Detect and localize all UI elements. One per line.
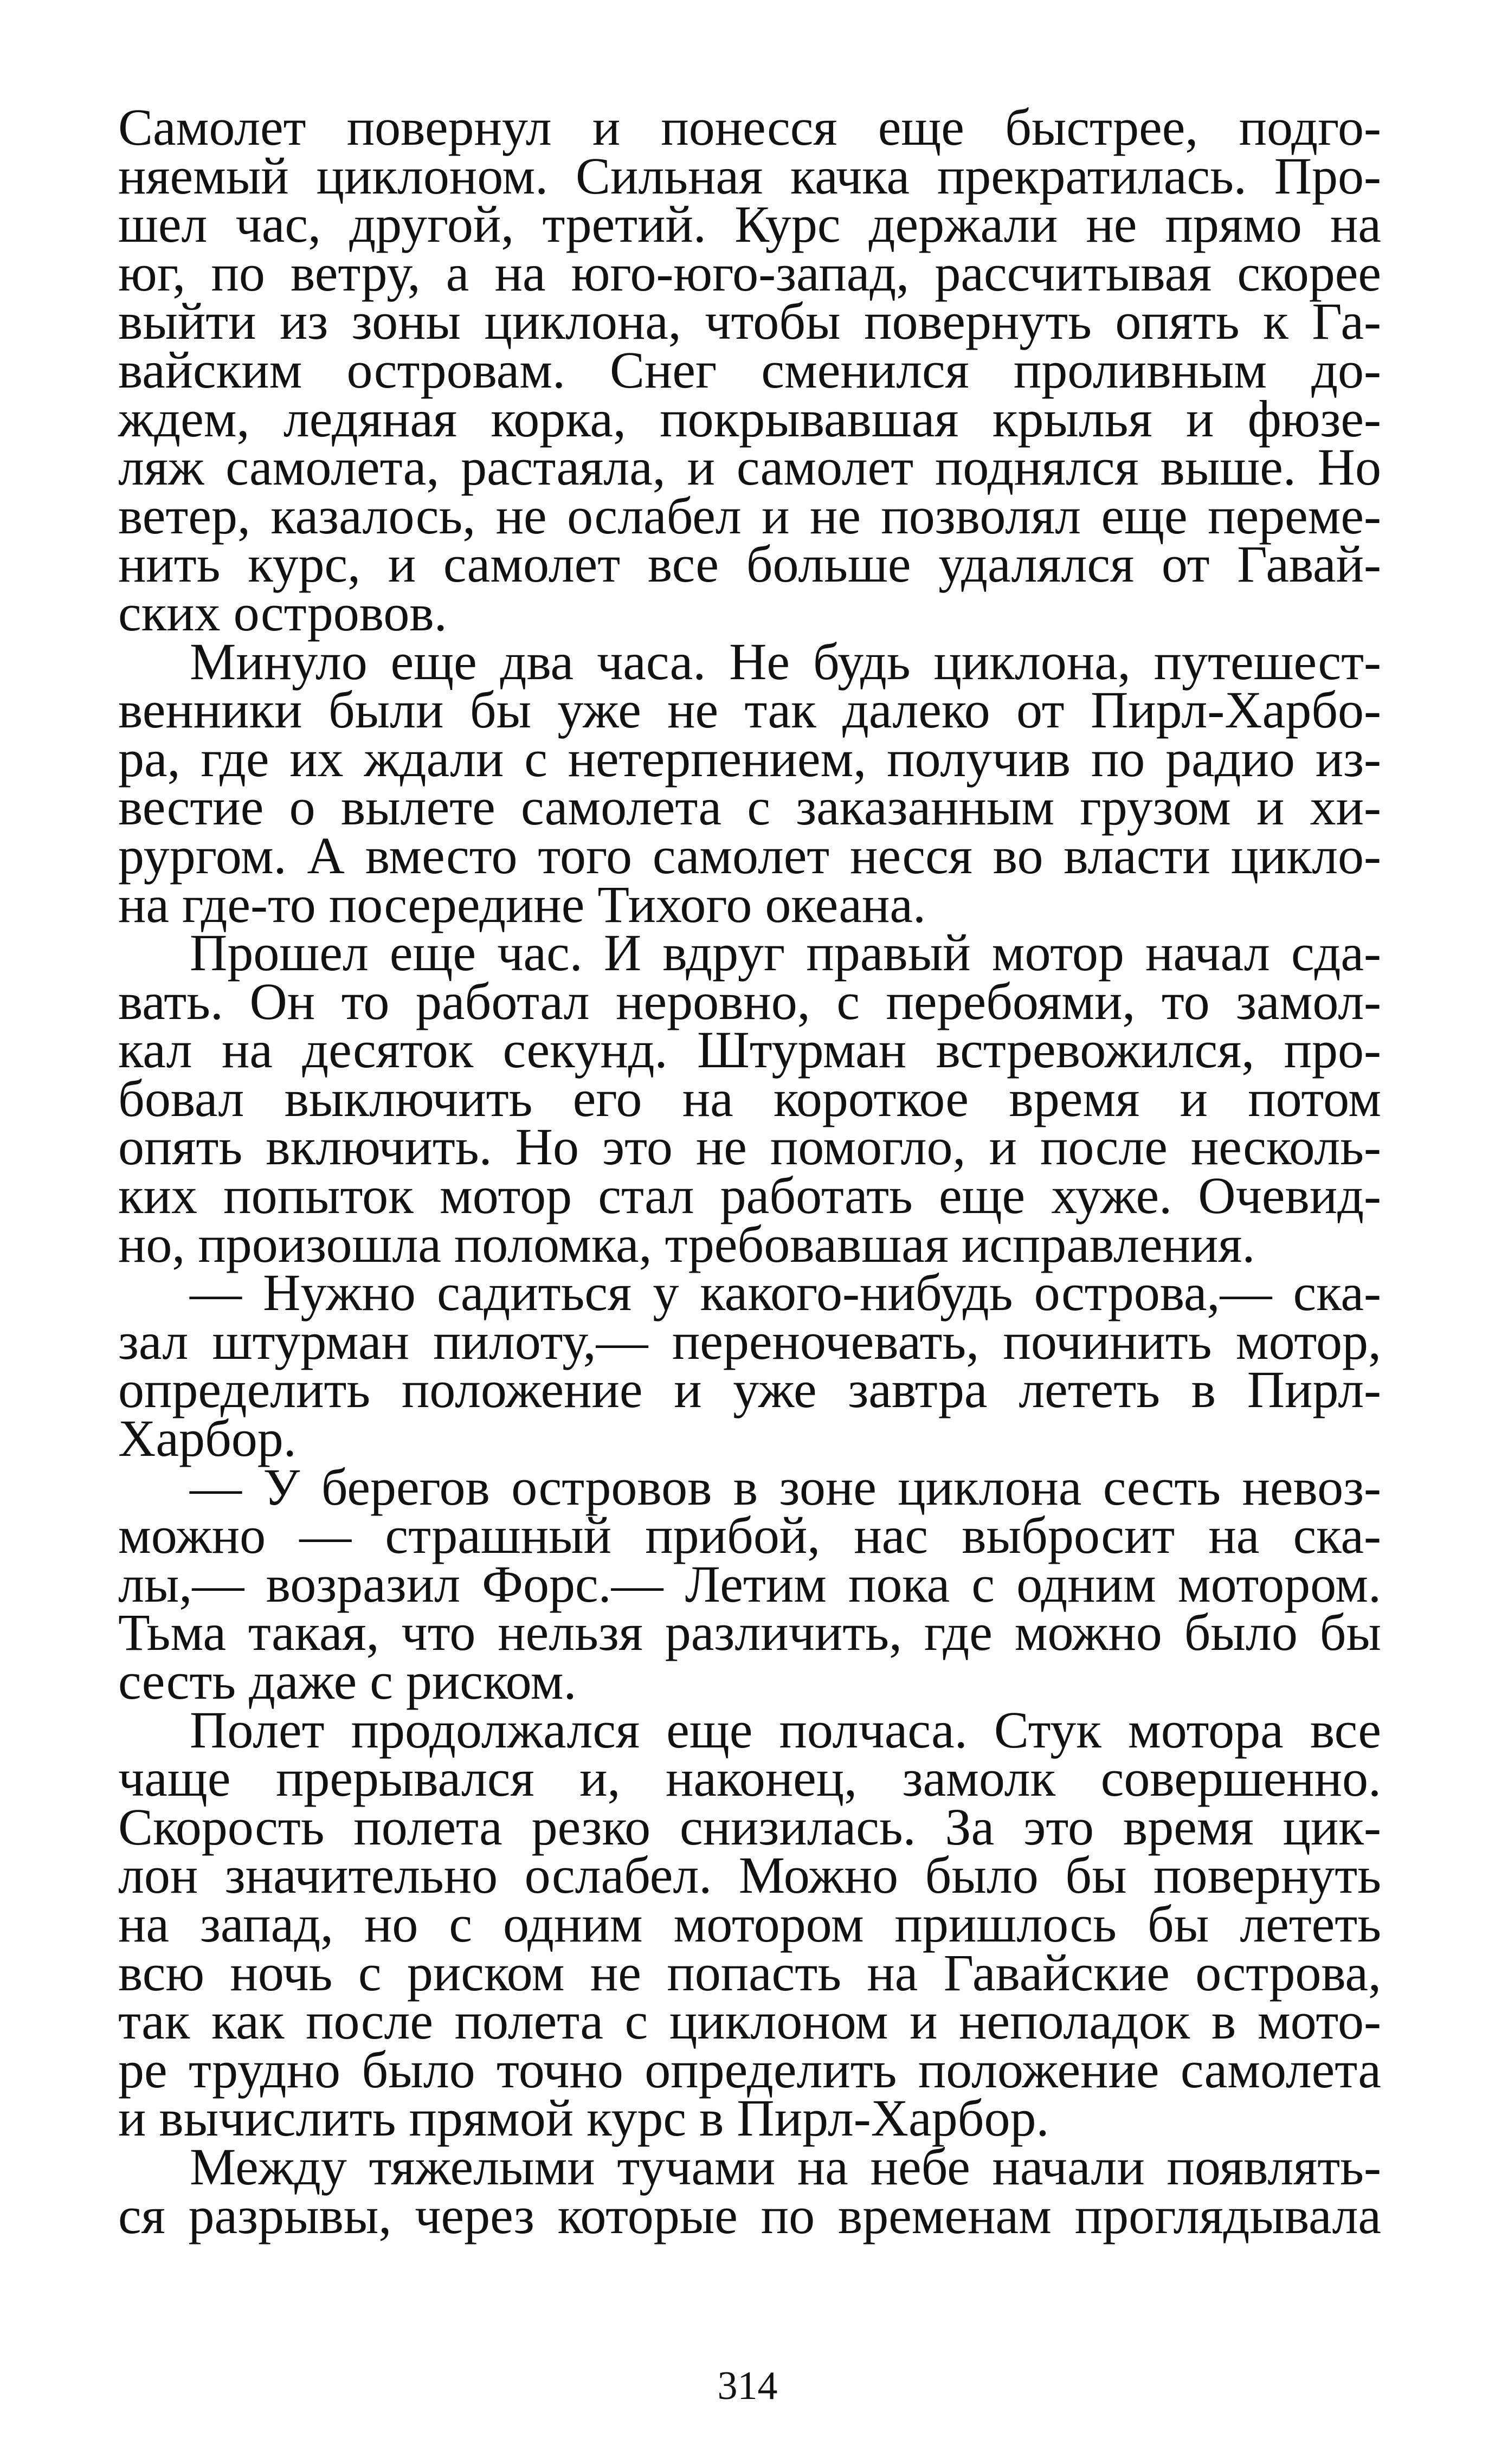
text-line: ветер, казалось, не ослабел и не позволял еще переме-: [118, 486, 1381, 545]
text-line: и вычислить прямой курс в Пирл-Харбор.: [118, 2089, 1049, 2147]
text-line: зал штурман пилоту,— переночевать, починить мотор,: [118, 1312, 1381, 1370]
text-line: вать. Он то работал неровно, с перебоями, то замол-: [118, 972, 1381, 1030]
text-line: Прошел еще час. И вдруг правый мотор начал сда-: [190, 924, 1381, 982]
text-line: чаще прерывался и, наконец, замолк совершенно.: [118, 1749, 1381, 1808]
text-line: вестие о вылете самолета с заказанным грузом и хи-: [118, 778, 1381, 836]
text-line: можно — страшный прибой, нас выбросит на ска-: [118, 1506, 1381, 1565]
text-line: сесть даже с риском.: [118, 1652, 577, 1710]
text-line: ждем, ледяная корка, покрывавшая крылья и фюзе-: [118, 389, 1381, 448]
text-line: няемый циклоном. Сильная качка прекратилась. Про-: [118, 146, 1381, 205]
text-line: Скорость полета резко снизилась. За это время цик-: [118, 1797, 1381, 1856]
text-line: ляж самолета, растаяла, и самолет поднялся выше. Но: [118, 438, 1381, 496]
text-line: лы,— возразил Форс.— Летим пока с одним мотором.: [118, 1554, 1381, 1613]
text-line: Полет продолжался еще полчаса. Стук мотора все: [190, 1700, 1381, 1759]
text-line: лон значительно ослабел. Можно было бы повернуть: [118, 1846, 1381, 1905]
text-line: — У берегов островов в зоне циклона сесть невоз-: [190, 1457, 1381, 1516]
text-line: юг, по ветру, а на юго-юго-запад, рассчитывая скорее: [118, 243, 1381, 302]
text-line: вайским островам. Снег сменился проливным до-: [118, 340, 1381, 399]
text-line: на где-то посередине Тихого океана.: [118, 875, 926, 933]
text-line: ских островов.: [118, 583, 447, 642]
text-line: Минуло еще два часа. Не будь циклона, путешест-: [190, 632, 1381, 691]
text-line: определить положение и уже завтра лететь в Пирл-: [118, 1360, 1381, 1419]
text-line: ких попыток мотор стал работать еще хуже. Очевид-: [118, 1166, 1381, 1225]
text-line: опять включить. Но это не помогло, и после несколь-: [118, 1118, 1381, 1176]
text-line: — Нужно садиться у какого-нибудь острова,— ска-: [190, 1263, 1381, 1322]
text-line: Между тяжелыми тучами на небе начали появлять-: [190, 2137, 1381, 2196]
text-line: на запад, но с одним мотором пришлось бы лететь: [118, 1894, 1381, 1953]
text-line: но, произошла поломка, требовавшая исправления.: [118, 1215, 1255, 1273]
text-line: выйти из зоны циклона, чтобы повернуть опять к Га-: [118, 292, 1381, 351]
text-line: нить курс, и самолет все больше удалялся от Гавай-: [118, 535, 1381, 594]
text-line: Тьма такая, что нельзя различить, где можно было бы: [118, 1603, 1381, 1662]
text-line: ся разрывы, через которые по временам проглядывала: [118, 2186, 1381, 2244]
text-line: шел час, другой, третий. Курс держали не прямо на: [118, 195, 1381, 254]
text-line: ра, где их ждали с нетерпением, получив по радио из-: [118, 729, 1381, 788]
text-line: всю ночь с риском не попасть на Гавайские острова,: [118, 1943, 1381, 2002]
text-line: венники были бы уже не так далеко от Пирл-Харбо-: [118, 681, 1381, 739]
text-line: рургом. А вместо того самолет несся во власти цикло-: [118, 826, 1381, 885]
body-text: [118, 98, 1381, 2244]
text-line: бовал выключить его на короткое время и потом: [118, 1069, 1381, 1127]
text-line: Самолет повернул и понесся еще быстрее, подго-: [118, 98, 1381, 156]
text-line: Харбор.: [118, 1409, 297, 1468]
text-line: кал на десяток секунд. Штурман встревожился, про-: [118, 1021, 1381, 1079]
text-line: ре трудно было точно определить положение самолета: [118, 2040, 1381, 2099]
page-number: 314: [717, 2364, 778, 2408]
text-line: так как после полета с циклоном и неполадок в мото-: [118, 1992, 1381, 2050]
